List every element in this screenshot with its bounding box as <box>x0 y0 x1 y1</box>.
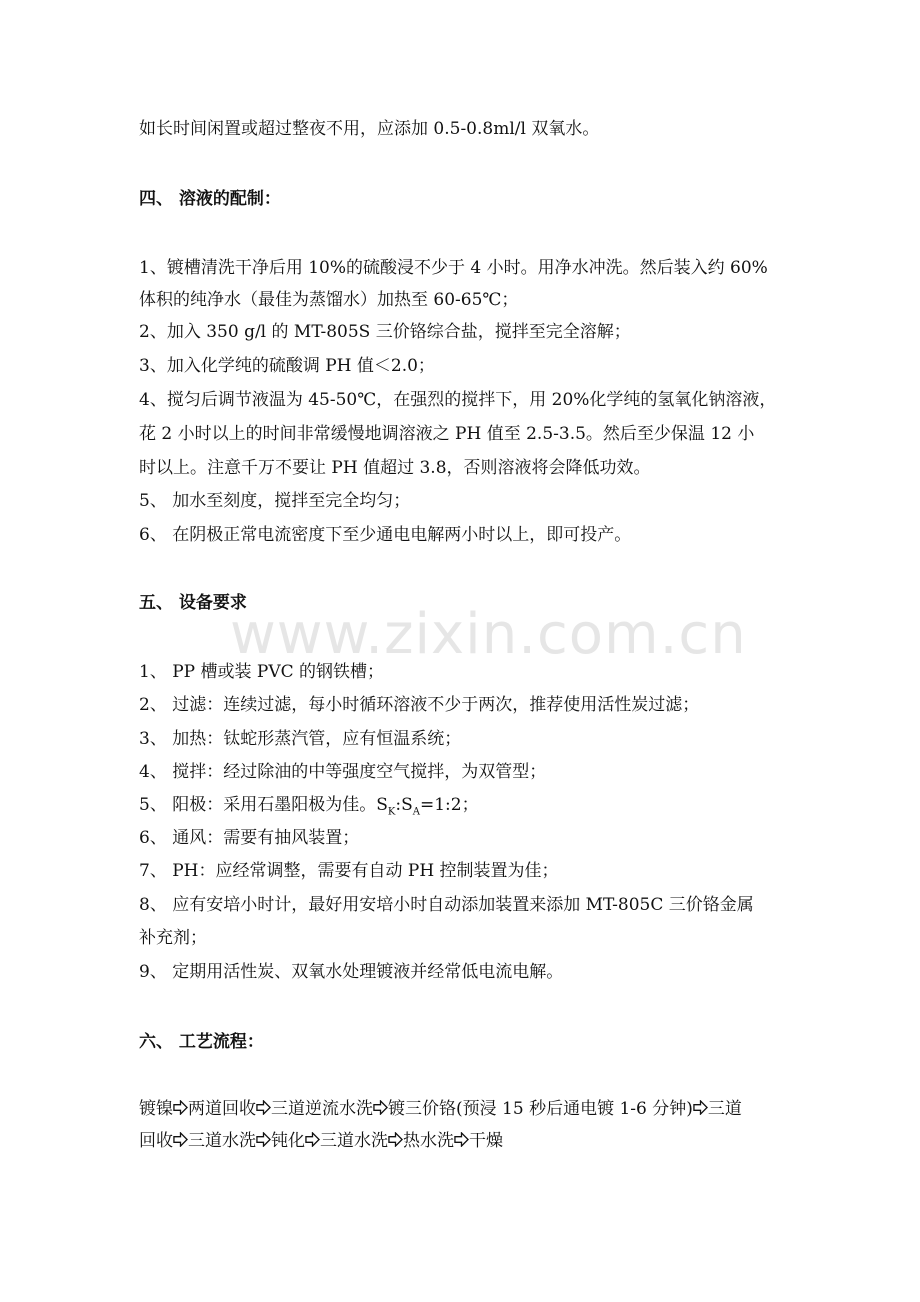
s5-line: 8、 应有安培小时计，最好用安培小时自动添加装置来添加 MT-805C 三价铬金属 <box>139 895 754 915</box>
right-arrow-icon <box>173 1132 188 1147</box>
flow-line-2 <box>139 1129 503 1153</box>
section-5-title: 五、 设备要求 <box>139 593 247 613</box>
watermark: www.zixin.com.cn <box>230 602 747 667</box>
s4-line: 1、镀槽清洗干净后用 10%的硫酸浸不少于 4 小时。用净水冲洗。然后装入约 60% <box>139 258 768 278</box>
right-arrow-icon <box>454 1132 469 1147</box>
flow-step: 钝化 <box>271 1131 305 1151</box>
s5-line: 7、 PH：应经常调整，需要有自动 PH 控制装置为佳； <box>139 861 559 881</box>
flow-step: 热水洗 <box>403 1131 454 1151</box>
section-6-title: 六、 工艺流程： <box>139 1032 264 1052</box>
right-arrow-icon <box>693 1100 708 1115</box>
right-arrow-icon <box>173 1100 188 1115</box>
s4-line: 4、搅匀后调节液温为 45-50℃，在强烈的搅拌下，用 20%化学纯的氢氧化钠溶液， <box>139 390 777 410</box>
s4-line: 5、 加水至刻度，搅拌至完全均匀； <box>139 491 411 511</box>
s5-line: 3、 加热：钛蛇形蒸汽管，应有恒温系统； <box>139 729 462 749</box>
anode-mid: :S <box>395 795 413 815</box>
right-arrow-icon <box>305 1132 320 1147</box>
anode-tail: =1:2； <box>419 795 479 815</box>
s5-line: 9、 定期用活性炭、双氧水处理镀液并经常低电流电解。 <box>139 962 564 982</box>
flow-step: 三道 <box>707 1099 742 1119</box>
s5-line: 2、 过滤：连续过滤，每小时循环溶液不少于两次，推荐使用活性炭过滤； <box>139 695 700 715</box>
s4-line: 2、加入 350 g/l 的 MT-805S 三价铬综合盐，搅拌至完全溶解； <box>139 322 631 342</box>
flow-step: 三道水洗 <box>320 1131 388 1151</box>
flow-step: 镀镍 <box>139 1099 173 1119</box>
right-arrow-icon <box>388 1132 403 1147</box>
flow-step: 干燥 <box>469 1131 503 1151</box>
anode-text: 5、 阳极：采用石墨阳极为佳。S <box>139 795 388 815</box>
s5-line: 1、 PP 槽或装 PVC 的钢铁槽； <box>139 662 385 682</box>
subscript-a: A <box>412 806 420 818</box>
s4-line: 花 2 小时以上的时间非常缓慢地调溶液之 PH 值至 2.5-3.5。然后至少保温 12 小 <box>139 424 755 444</box>
section-4-title: 四、 溶液的配制： <box>139 189 281 209</box>
right-arrow-icon <box>256 1132 271 1147</box>
right-arrow-icon <box>256 1100 271 1115</box>
flow-step: 镀三价铬(预浸 15 秒后通电镀 1-6 分钟) <box>388 1099 693 1119</box>
s5-line-anode <box>139 793 479 824</box>
flow-step: 回收 <box>139 1131 173 1151</box>
right-arrow-icon <box>373 1100 388 1115</box>
s4-line: 6、 在阴极正常电流密度下至少通电电解两小时以上，即可投产。 <box>139 525 632 545</box>
flow-step: 三道水洗 <box>188 1131 256 1151</box>
s4-line: 3、加入化学纯的硫酸调 PH 值＜2.0； <box>139 356 435 376</box>
s4-line: 时以上。注意千万不要让 PH 值超过 3.8，否则溶液将会降低功效。 <box>139 458 651 478</box>
flow-line-1 <box>139 1097 742 1121</box>
s5-line: 4、 搅拌：经过除油的中等强度空气搅拌，为双管型； <box>139 762 547 782</box>
s5-line: 6、 通风：需要有抽风装置； <box>139 828 360 848</box>
intro-text: 如长时间闲置或超过整夜不用，应添加 0.5-0.8ml/l 双氧水。 <box>139 119 600 139</box>
flow-step: 两道回收 <box>188 1099 256 1119</box>
s5-line: 补充剂； <box>139 928 207 948</box>
subscript-k: K <box>387 806 396 818</box>
flow-step: 三道逆流水洗 <box>271 1099 373 1119</box>
s4-line: 体积的纯净水（最佳为蒸馏水）加热至 60-65℃； <box>139 290 519 310</box>
